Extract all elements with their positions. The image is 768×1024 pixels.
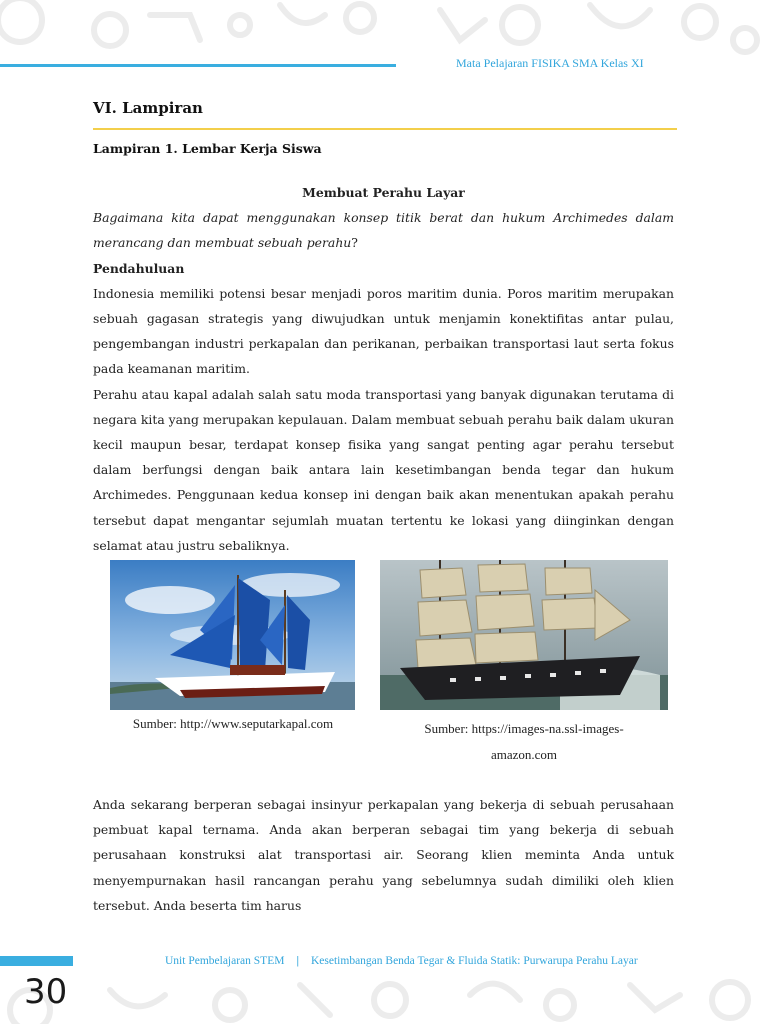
section-divider [93,128,677,130]
footer-topic: Kesetimbangan Benda Tegar & Fluida Statik: Purwarupa Perahu Layar [311,955,638,967]
page-number: 30 [24,972,68,1012]
guiding-question [93,205,674,255]
guiding-question-text: Bagaimana kita dapat menggunakan konsep titik berat dan hukum Archimedes dalam merancang dan membuat sebuah perahu [93,210,674,251]
sailboat-image [110,560,355,710]
paragraph: Perahu atau kapal adalah salah satu moda transportasi yang banyak digunakan terutama di negara kita yang merupakan kepulauan. Dalam membuat sebuah perahu baik dalam ukuran kecil maupun besar, terdapat konsep fisika yang sangat penting agar perahu tersebut dalam berfungsi dengan baik antara lain kesetimbangan benda tegar dan hukum Archimedes. Penggunaan kedua konsep ini dengan baik akan menentukan apakah perahu tersebut dapat mengantar sejumlah muatan tertentu ke lokasi yang diinginkan dengan selamat atau justru sebaliknya. [93,386,674,553]
tall-ship-image [380,560,668,710]
footer-unit: Unit Pembelajaran STEM [165,955,285,967]
worksheet-body-continued [93,792,674,918]
header-accent-line [0,64,396,67]
footer-running-title [165,955,638,967]
worksheet-title: Membuat Perahu Layar [302,185,465,200]
footer-accent-bar [0,956,73,966]
header-subject: Mata Pelajaran FISIKA SMA Kelas XI [456,56,644,70]
section-title: VI. Lampiran [93,99,203,117]
paragraph: Anda sekarang berperan sebagai insinyur perkapalan yang bekerja di sebuah perusahaan pembuat kapal ternama. Anda akan berperan sebagai tim yang bekerja di sebuah perusahaan konstruksi alat transportasi air. Seorang klien meminta Anda untuk menyempurnakan hasil rancangan perahu yang sebelumnya sudah dimiliki oleh klien tersebut. Anda beserta tim harus [93,797,674,913]
image-caption: Sumber: http://www.seputarkapal.com [132,716,334,731]
footer-separator: | [296,955,299,967]
section-subtitle: Lampiran 1. Lembar Kerja Siswa [93,141,322,156]
intro-heading: Pendahuluan [93,260,185,276]
guiding-question-mark: ? [351,235,358,251]
worksheet-body [93,180,674,558]
paragraph: Indonesia memiliki potensi besar menjadi poros maritim dunia. Poros maritim merupakan sebuah gagasan strategis yang diwujudkan untuk menjamin konektifitas antar pulau, pengembangan industri perkapalan dan perikanan, perbaikan transportasi laut serta fokus pada keamanan maritim. [93,285,674,377]
image-row [110,560,670,710]
image-caption: Sumber: https://images-na.ssl-images-amazon.com [424,721,624,762]
